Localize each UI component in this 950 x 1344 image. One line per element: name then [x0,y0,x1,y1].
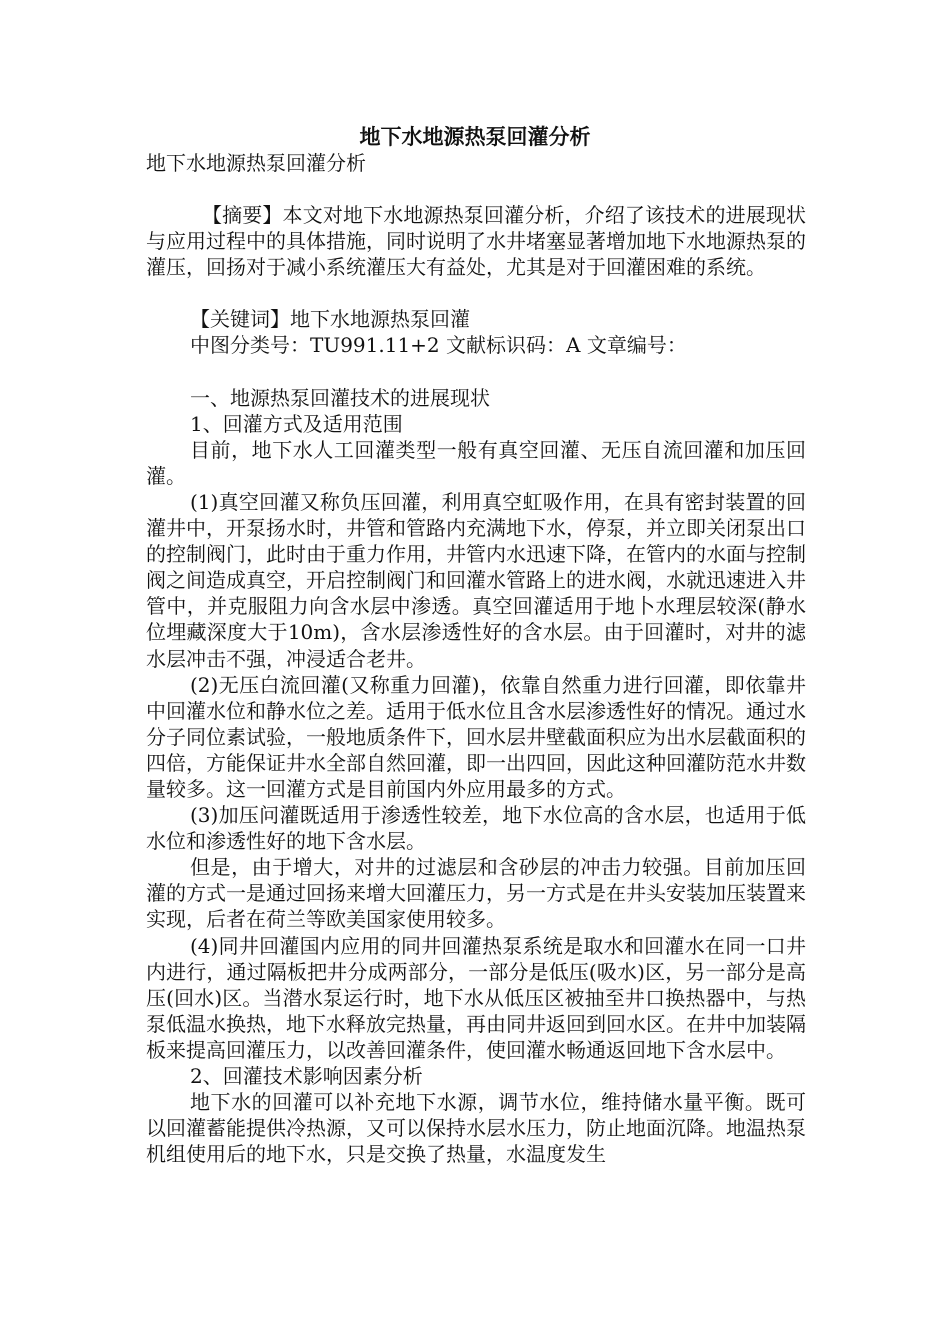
keywords-line: 【关键词】地下水地源热泵回灌 [190,307,470,332]
paragraph-same-well-recharge: (4)同井回灌国内应用的同井回灌热泵系统是取水和回灌水在同一口井内进行，通过隔板把井分成两部分，一部分是低压(吸水)区，另一部分是高压(回水)区。当潜水泵运行时，地下水从低压区被抽至井口换热器中，与热泵低温水换热，地下水释放完热量，再由同井返回到回水区。在井中加装隔板来提高回灌压力，以改善回灌条件，使回灌水畅通返回地下含水层中。 [146,933,806,1062]
subsection-heading-1: 1、回灌方式及适用范围 [190,411,403,436]
document-subtitle: 地下水地源热泵回灌分析 [146,151,366,175]
spacer [146,280,806,306]
abstract-paragraph: 【摘要】本文对地下水地源热泵回灌分析，介绍了该技术的进展现状与应用过程中的具体措施，同时说明了水井堵塞显著增加地下水地源热泵的灌压，回扬对于减小系统灌压大有益处，尤其是对于回灌困难的系统。 [146,203,806,280]
paragraph-intro: 目前，地下水人工回灌类型一般有真空回灌、无压自流回灌和加压回灌。 [146,437,806,488]
document-title: 地下水地源热泵回灌分析 [359,124,591,149]
document-body [146,150,806,1167]
paragraph-vacuum-recharge: (1)真空回灌又称负压回灌，利用真空虹吸作用，在具有密封装置的回灌井中，开泵扬水时，井管和管路内充满地下水，停泵，并立即关闭泵出口的控制阀门，此时由于重力作用，井管内水迅速下降，在管内的水面与控制阀之间造成真空，开启控制阀门和回灌水管路上的进水阀，水就迅速进入井管中，并克服阻力向含水层中渗透。真空回灌适用于地卜水理层较深(静水位埋藏深度大于10m)，含水层渗透性好的含水层。由于回灌时，对井的滤水层冲击不强，冲浸适合老井。 [146,489,806,671]
spacer [146,359,806,385]
paragraph-however: 但是，由于增大，对井的过滤层和含砂层的冲击力较强。目前加压回灌的方式一是通过回扬来增大回灌压力，另一方式是在井头安装加压装置来实现，后者在荷兰等欧美国家使用较多。 [146,855,806,932]
spacer [146,176,806,202]
section-heading-1: 一、地源热泵回灌技术的进展现状 [190,385,490,410]
paragraph-pressure-recharge: (3)加压问灌既适用于渗透性较差，地下水位高的含水层，也适用于低水位和渗透性好的地下含水层。 [146,803,806,854]
classification-line: 中图分类号：TU991.11+2 文献标识码：A 文章编号： [190,333,687,358]
paragraph-factors: 地下水的回灌可以补充地下水源，调节水位，维持储水量平衡。既可以回灌蓄能提供冷热源，又可以保持水层水压力，防止地面沉降。地温热泵机组使用后的地下水，只是交换了热量，水温度发生 [146,1090,806,1167]
subsection-heading-2: 2、回灌技术影响因素分析 [190,1064,423,1088]
paragraph-gravity-recharge: (2)无压白流回灌(又称重力回灌)，依靠自然重力进行回灌，即依靠井中回灌水位和静水位之差。适用于低水位且含水层渗透性好的情况。通过水分子同位素试验，一般地质条件下，回水层井壁截面积应为出水层截面积的四倍，方能保证井水全部自然回灌，即一出四回，因此这种回灌防范水井数量较多。这一回灌方式是目前国内外应用最多的方式。 [146,672,806,801]
